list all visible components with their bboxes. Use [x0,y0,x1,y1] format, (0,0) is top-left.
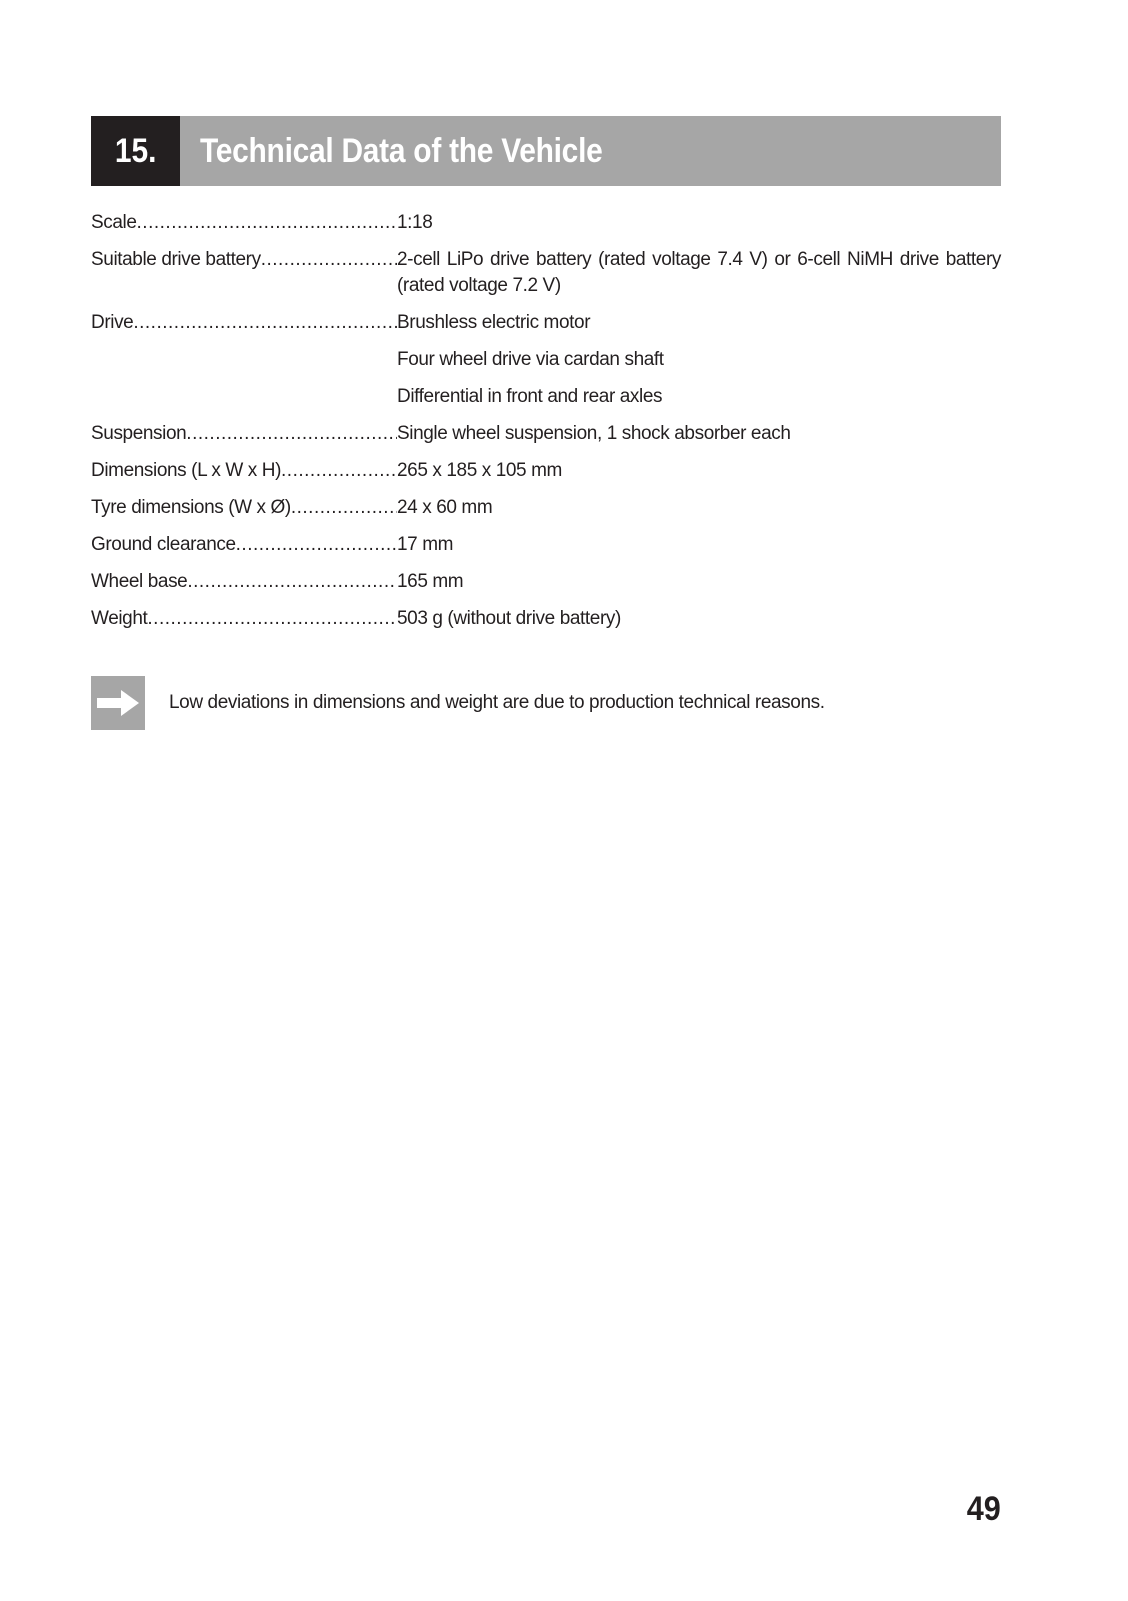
spec-value: 165 mm [397,571,464,592]
arrow-right-icon-svg [97,690,139,716]
spec-value: Single wheel suspension, 1 shock absorber each [397,423,791,444]
spec-label: Suitable drive battery ..... [91,247,397,299]
spec-row-tyre [91,495,1001,521]
arrow-right-icon [91,676,145,730]
spec-value: 24 x 60 mm [397,497,493,518]
spec-label: Dimensions (L x W x H) ..... [91,458,397,484]
spec-label: Ground clearance ..... [91,532,397,558]
dot-leader [186,421,397,447]
section-header [91,116,1001,186]
spec-value: Differential in front and rear axles [397,386,663,407]
page-number: 49 [966,1490,1001,1528]
spec-row-battery [91,247,1001,299]
dot-leader [133,310,397,336]
spec-value: 17 mm [397,534,454,555]
spec-row-scale [91,210,1001,236]
dot-leader [291,495,397,521]
dot-leader [137,210,397,236]
dot-leader [261,247,397,299]
spec-row-weight [91,606,1001,632]
note-text: Low deviations in dimensions and weight are due to production technical reasons. [169,692,825,713]
spec-value: 503 g (without drive battery) [397,608,621,629]
spec-value: Brushless electric motor [397,312,591,333]
dot-leader [236,532,397,558]
spec-row-drive-cont-1 [91,347,1001,373]
spec-label: Suspension ..... [91,421,397,447]
spec-row-drive-cont-2 [91,384,1001,410]
spec-row-wheelbase [91,569,1001,595]
spec-row-clearance [91,532,1001,558]
spec-value: 1:18 [397,212,433,233]
spec-label: Tyre dimensions (W x Ø) ..... [91,495,397,521]
spec-label: Drive ..... [91,310,397,336]
section-title: Technical Data of the Vehicle [180,116,1001,186]
spec-value: Four wheel drive via cardan shaft [397,349,664,370]
spec-label: Weight ..... [91,606,397,632]
spec-value: 2-cell LiPo drive battery (rated voltage 7.4 V) or 6-cell NiMH drive battery (rated voltage 7.2 V) [397,249,1001,296]
spec-row-drive [91,310,1001,336]
spec-row-suspension [91,421,1001,447]
spec-label: Scale ..... [91,210,397,236]
spec-table [91,210,1001,643]
dot-leader [187,569,397,595]
section-number: 15. [91,116,180,186]
note [91,676,1001,730]
spec-row-dimensions [91,458,1001,484]
spec-label: Wheel base ..... [91,569,397,595]
dot-leader [281,458,397,484]
dot-leader [147,606,397,632]
spec-value: 265 x 185 x 105 mm [397,460,562,481]
